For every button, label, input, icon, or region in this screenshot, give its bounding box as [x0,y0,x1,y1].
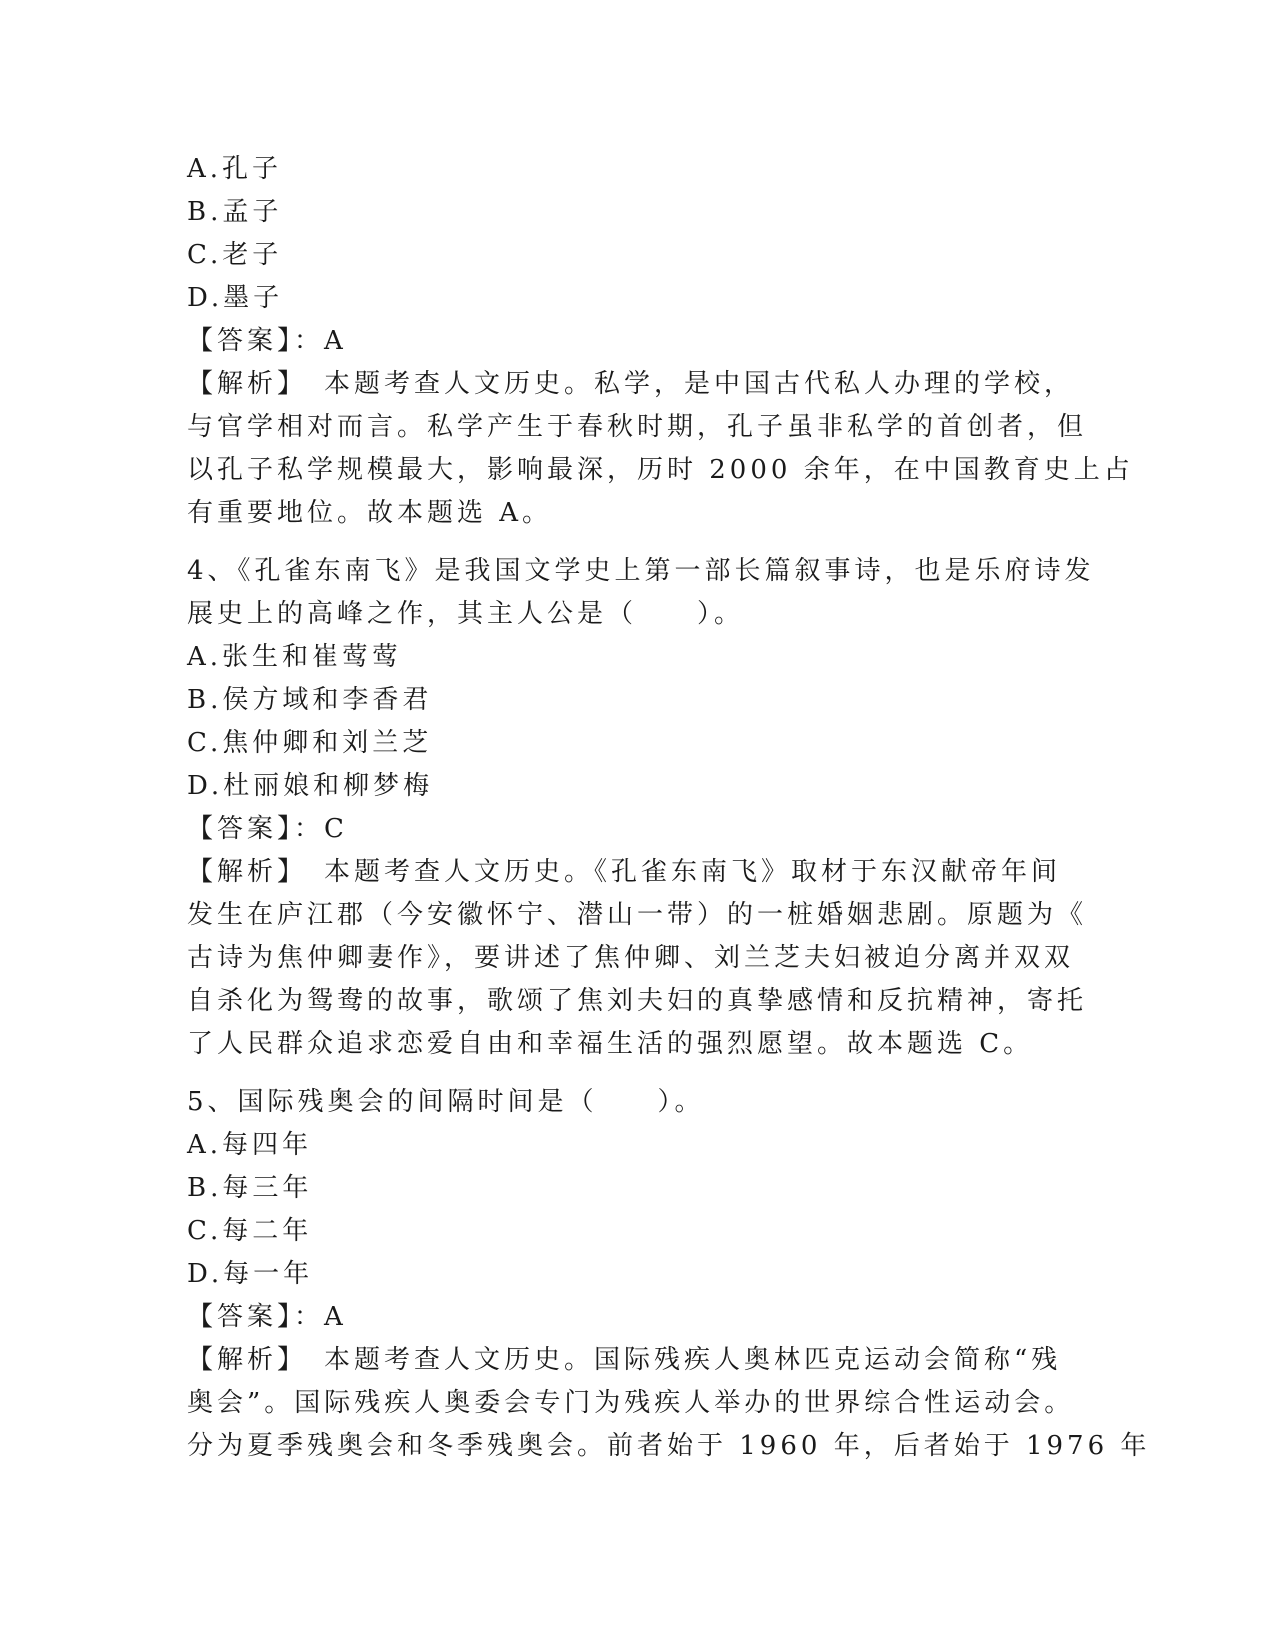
option-d: D.墨子 [187,283,284,313]
answer-line: 【答案】：A [187,326,347,356]
option-b: B.孟子 [187,197,283,227]
answer-line: 【答案】：C [187,814,348,844]
option-c: C.老子 [187,240,283,270]
analysis-line: 【解析】 本题考查人文历史。国际残疾人奥林匹克运动会简称“残 [187,1345,1062,1375]
analysis-line: 以孔子私学规模最大，影响最深，历时 2000 余年，在中国教育史上占 [187,455,1134,485]
analysis-line: 【解析】 本题考查人文历史。私学，是中国古代私人办理的学校， [187,369,1075,399]
analysis-line: 分为夏季残奥会和冬季残奥会。前者始于 1960 年，后者始于 1976 年 [187,1431,1151,1461]
option-a: A.张生和崔莺莺 [187,642,403,672]
analysis-line: 了人民群众追求恋爱自由和幸福生活的强烈愿望。故本题选 C。 [187,1029,1034,1059]
analysis-line: 古诗为焦仲卿妻作》，要讲述了焦仲卿、刘兰芝夫妇被迫分离并双双 [187,943,1075,973]
document-page [187,148,1151,1483]
option-a: A.每四年 [187,1130,313,1160]
analysis-paragraph [187,851,1087,1066]
analysis-line: 奥会”。国际残疾人奥委会专门为残疾人举办的世界综合性运动会。 [187,1388,1075,1418]
analysis-line: 有重要地位。故本题选 A。 [187,498,553,528]
option-c: C.每二年 [187,1216,313,1246]
analysis-paragraph [187,363,1134,535]
analysis-line: 【解析】 本题考查人文历史。《孔雀东南飞》取材于东汉献帝年间 [187,857,1062,887]
analysis-line: 自杀化为鸳鸯的故事，歌颂了焦刘夫妇的真挚感情和反抗精神，寄托 [187,986,1088,1016]
question-3-block [187,148,1134,535]
option-c: C.焦仲卿和刘兰芝 [187,728,433,758]
option-b: B.每三年 [187,1173,313,1203]
option-d: D.杜丽娘和柳梦梅 [187,771,434,801]
analysis-line: 与官学相对而言。私学产生于春秋时期，孔子虽非私学的首创者，但 [187,412,1088,442]
question-stem [187,1081,1087,1124]
option-b: B.侯方域和李香君 [187,685,433,715]
question-5-block [187,1081,1151,1468]
stem-line: 4、《孔雀东南飞》是我国文学史上第一部长篇叙事诗，也是乐府诗发 [187,556,1095,586]
option-d: D.每一年 [187,1259,314,1289]
option-a: A.孔子 [187,154,283,184]
answer-line: 【答案】：A [187,1302,347,1332]
analysis-paragraph [187,1339,1151,1468]
analysis-line: 发生在庐江郡（今安徽怀宁、潜山一带）的一桩婚姻悲剧。原题为《 [187,900,1088,930]
question-4-block [187,550,1095,1066]
stem-line: 5、国际残奥会的间隔时间是（ ）。 [187,1087,705,1117]
question-stem [187,550,1095,636]
stem-line: 展史上的高峰之作，其主人公是（ ）。 [187,599,745,629]
